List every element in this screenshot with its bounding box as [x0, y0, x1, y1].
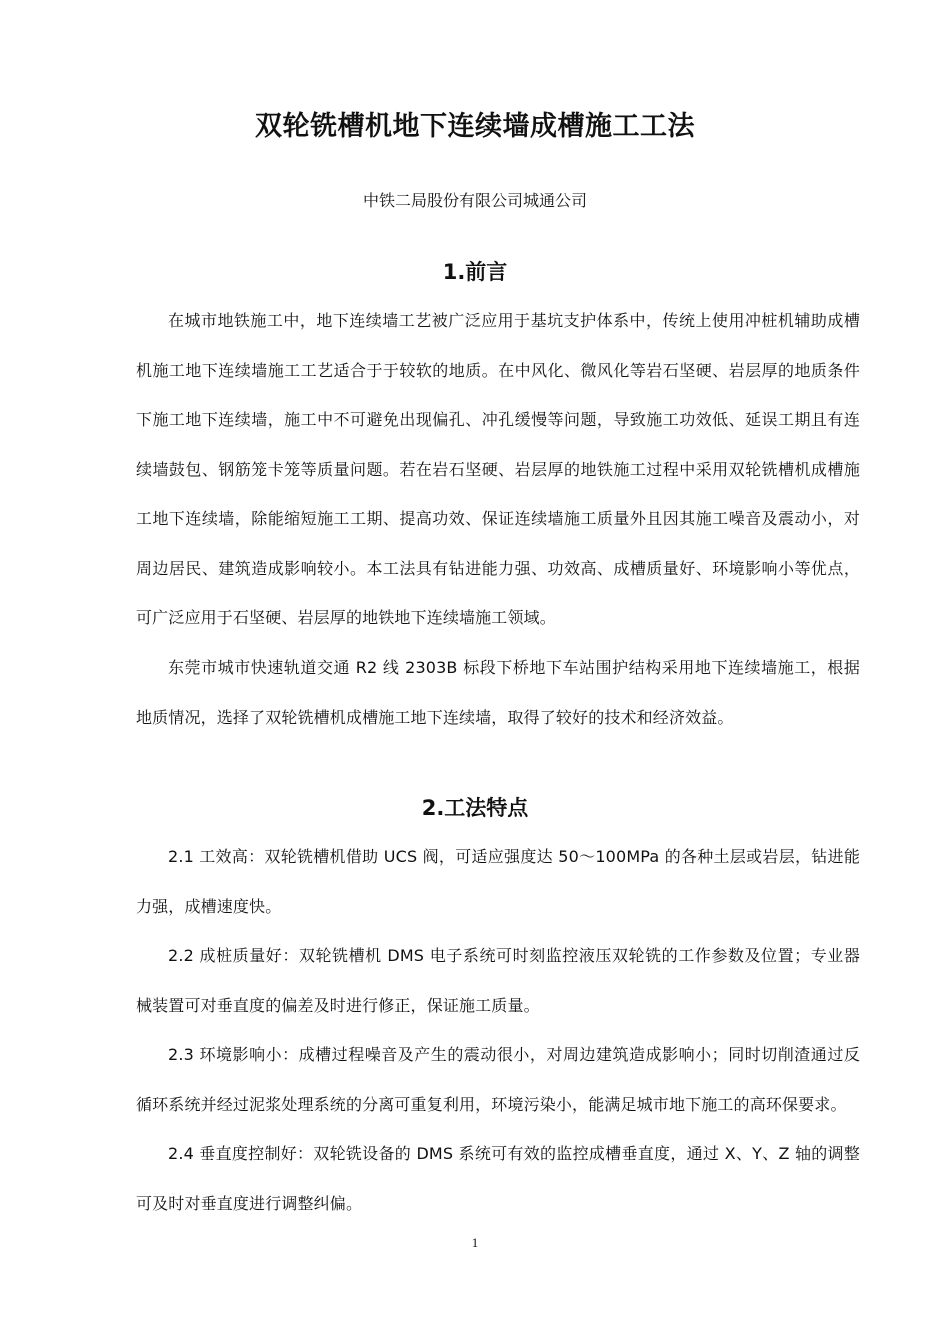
paragraph-preface-1: 在城市地铁施工中，地下连续墙工艺被广泛应用于基坑支护体系中，传统上使用冲桩机辅助成槽机施工地下连续墙施工工艺适合于于较软的地质。在中风化、微风化等岩石坚硬、岩层厚的地质条件下施工地下连续墙，施工中不可避免出现偏孔、冲孔缓慢等问题，导致施工功效低、延误工期且有连续墙鼓包、钢筋笼卡笼等质量问题。若在岩石坚硬、岩层厚的地铁施工过程中采用双轮铣槽机成槽施工地下连续墙，除能缩短施工工期、提高功效、保证连续墙施工质量外且因其施工噪音及震动小，对周边居民、建筑造成影响较小。本工法具有钻进能力强、功效高、成槽质量好、环境影响小等优点，可广泛应用于石坚硬、岩层厚的地铁地下连续墙施工领域。 — [136, 311, 860, 627]
paragraph-feature-2-4: 2.4 垂直度控制好：双轮铣设备的 DMS 系统可有效的监控成槽垂直度，通过 X、Y、Z 轴的调整可及时对垂直度进行调整纠偏。 — [136, 1144, 860, 1213]
section-heading-features: 2.工法特点 — [421, 796, 529, 820]
document-title: 双轮铣槽机地下连续墙成槽施工工法 — [255, 111, 695, 142]
paragraph-feature-2-1: 2.1 工效高：双轮铣槽机借助 UCS 阀，可适应强度达 50～100MPa 的各种土层或岩层，钻进能力强，成槽速度快。 — [136, 847, 860, 916]
paragraph-preface-2: 东莞市城市快速轨道交通 R2 线 2303B 标段下桥地下车站围护结构采用地下连续墙施工，根据地质情况，选择了双轮铣槽机成槽施工地下连续墙，取得了较好的技术和经济效益。 — [136, 658, 860, 727]
paragraph-feature-2-3: 2.3 环境影响小：成槽过程噪音及产生的震动很小，对周边建筑造成影响小；同时切削渣通过反循环系统并经过泥浆处理系统的分离可重复利用，环境污染小，能满足城市地下施工的高环保要求。 — [136, 1045, 860, 1114]
section-heading-preface: 1.前言 — [442, 260, 508, 284]
page-number: 1 — [471, 1235, 479, 1250]
paragraph-feature-2-2: 2.2 成桩质量好：双轮铣槽机 DMS 电子系统可时刻监控液压双轮铣的工作参数及位置；专业器械装置可对垂直度的偏差及时进行修正，保证施工质量。 — [136, 946, 860, 1015]
document-author: 中铁二局股份有限公司城通公司 — [362, 191, 587, 210]
